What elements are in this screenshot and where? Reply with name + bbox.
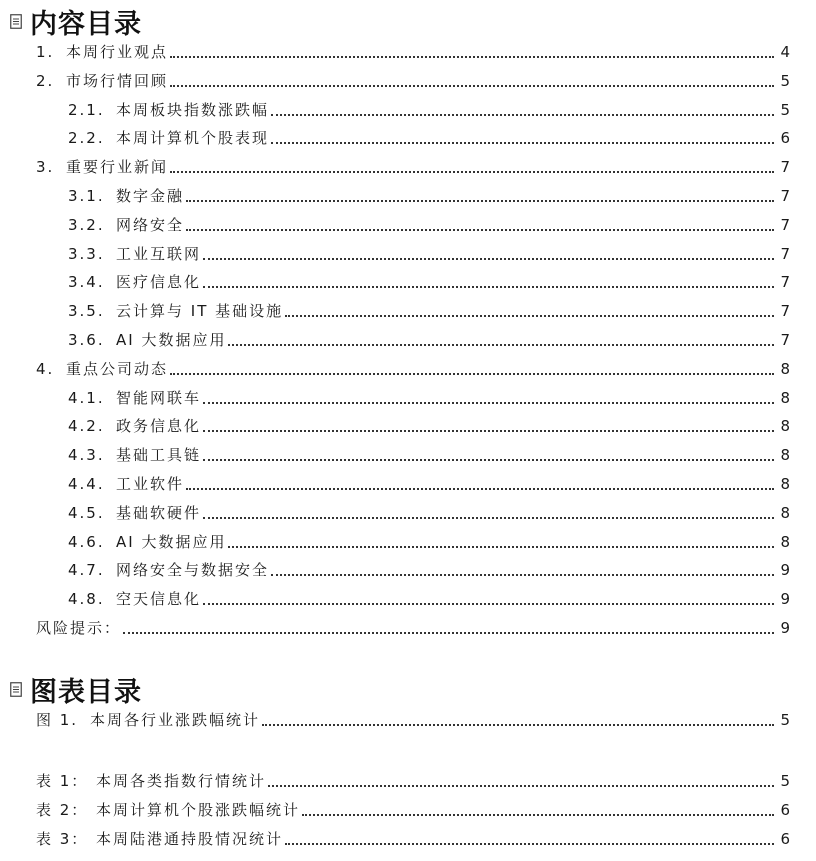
entry-number: 3.6. <box>68 331 105 349</box>
dot-leader <box>203 603 774 605</box>
entry-number: 4. <box>36 359 55 378</box>
entry-title: 本周各行业涨跌幅统计 <box>90 711 261 729</box>
dot-leader <box>186 229 774 231</box>
entry-title: 市场行情回顾 <box>66 71 169 90</box>
entry-page-number: 8 <box>780 532 790 551</box>
toc-entry[interactable] <box>0 708 790 732</box>
entry-page-number: 8 <box>780 388 790 407</box>
toc-entry[interactable] <box>0 386 790 410</box>
entry-number: 表 3： <box>36 829 89 848</box>
entry-title: 工业软件 <box>116 475 185 493</box>
entry-title: AI 大数据应用 <box>116 532 227 551</box>
toc-entry[interactable] <box>0 126 790 150</box>
toc-entry[interactable] <box>0 357 790 381</box>
entry-number: 3.4. <box>68 273 105 292</box>
entry-title: 重点公司动态 <box>66 359 169 378</box>
entry-page-number: 9 <box>780 561 790 580</box>
entry-title: 基础软硬件 <box>116 503 202 522</box>
dot-leader <box>123 632 774 634</box>
toc-entry[interactable] <box>0 558 790 582</box>
entry-number: 2.2. <box>68 129 105 148</box>
entry-number: 3. <box>36 158 55 177</box>
entry-title: 本周计算机个股涨跌幅统计 <box>96 800 301 819</box>
dot-leader <box>203 258 774 260</box>
entry-number: 3.5. <box>68 302 105 321</box>
entry-page-number: 4 <box>780 43 790 61</box>
toc-entry[interactable] <box>0 587 790 611</box>
entry-title: 云计算与 IT 基础设施 <box>116 302 284 321</box>
entry-page-number: 8 <box>780 446 790 465</box>
entry-page-number: 7 <box>780 273 790 292</box>
entry-title: 风险提示： <box>36 619 122 637</box>
toc-entry[interactable] <box>0 155 790 179</box>
document-outline-icon <box>10 14 22 29</box>
entry-title: 智能网联车 <box>116 388 202 407</box>
entry-number: 4.8. <box>68 590 105 609</box>
entry-title: 数字金融 <box>116 187 185 205</box>
dot-leader <box>170 85 774 87</box>
entry-page-number: 6 <box>780 129 790 148</box>
dot-leader <box>302 814 774 816</box>
toc-entry[interactable] <box>0 328 790 352</box>
entry-title: 本周板块指数涨跌幅 <box>116 100 270 119</box>
toc-entry[interactable] <box>0 827 790 851</box>
entry-number: 表 1： <box>36 772 89 790</box>
entry-page-number: 9 <box>780 590 790 609</box>
entry-title: 医疗信息化 <box>116 273 202 292</box>
entry-page-number: 8 <box>780 417 790 436</box>
entry-page-number: 7 <box>780 244 790 263</box>
entry-number: 4.5. <box>68 503 105 522</box>
entry-page-number: 7 <box>780 215 790 234</box>
toc-entry[interactable] <box>0 184 790 208</box>
entry-number: 4.3. <box>68 446 105 465</box>
dot-leader <box>228 344 774 346</box>
entry-number: 图 1. <box>36 711 79 729</box>
dot-leader <box>285 843 774 845</box>
entry-page-number: 9 <box>780 619 790 637</box>
toc-entry[interactable] <box>0 530 790 554</box>
entry-page-number: 7 <box>780 302 790 321</box>
entry-page-number: 8 <box>780 503 790 522</box>
dot-leader <box>203 402 774 404</box>
toc-entry[interactable] <box>0 414 790 438</box>
dot-leader <box>271 574 774 576</box>
entry-number: 2. <box>36 71 55 90</box>
entry-page-number: 5 <box>780 772 790 790</box>
dot-leader <box>271 114 774 116</box>
entry-page-number: 5 <box>780 71 790 90</box>
dot-leader <box>203 459 774 461</box>
dot-leader <box>170 171 774 173</box>
entry-title: 基础工具链 <box>116 446 202 465</box>
entry-page-number: 7 <box>780 158 790 177</box>
toc-entry[interactable] <box>0 270 790 294</box>
toc-entry[interactable] <box>0 98 790 122</box>
toc-entry[interactable] <box>0 40 790 64</box>
entry-title: 本周陆港通持股情况统计 <box>96 829 284 848</box>
entry-number: 3.3. <box>68 244 105 263</box>
entry-page-number: 6 <box>780 800 790 819</box>
entry-title: 工业互联网 <box>116 244 202 263</box>
entry-number: 4.4. <box>68 475 105 493</box>
toc-entry[interactable] <box>0 213 790 237</box>
contents-heading <box>10 2 142 41</box>
entry-title: 本周计算机个股表现 <box>116 129 270 148</box>
entry-number: 4.2. <box>68 417 105 436</box>
dot-leader <box>203 286 774 288</box>
entry-title: 重要行业新闻 <box>66 158 169 177</box>
entry-page-number: 5 <box>780 711 790 729</box>
entry-title: 网络安全 <box>116 215 185 234</box>
dot-leader <box>268 785 774 787</box>
entry-page-number: 7 <box>780 331 790 349</box>
entry-title: 政务信息化 <box>116 417 202 436</box>
entry-page-number: 7 <box>780 187 790 205</box>
toc-entry[interactable] <box>0 443 790 467</box>
entry-number: 1. <box>36 43 55 61</box>
entry-title: 本周行业观点 <box>66 43 169 61</box>
dot-leader <box>203 430 774 432</box>
toc-entry[interactable] <box>0 501 790 525</box>
dot-leader <box>228 546 774 548</box>
dot-leader <box>203 517 774 519</box>
figures-heading <box>10 670 142 709</box>
entry-page-number: 5 <box>780 100 790 119</box>
toc-entry[interactable] <box>0 798 790 822</box>
document-outline-icon <box>10 682 22 697</box>
entry-number: 3.2. <box>68 215 105 234</box>
dot-leader <box>170 373 774 375</box>
toc-entry[interactable] <box>0 242 790 266</box>
toc-entry[interactable] <box>0 769 790 793</box>
dot-leader <box>262 724 774 726</box>
dot-leader <box>186 200 774 202</box>
contents-heading-text: 内容目录 <box>30 9 142 40</box>
entry-number: 表 2： <box>36 800 89 819</box>
entry-page-number: 8 <box>780 359 790 378</box>
entry-number: 2.1. <box>68 100 105 119</box>
dot-leader <box>271 142 774 144</box>
entry-title: AI 大数据应用 <box>116 331 227 349</box>
entry-page-number: 8 <box>780 475 790 493</box>
toc-entry[interactable] <box>0 616 790 640</box>
figures-heading-text: 图表目录 <box>30 677 142 708</box>
entry-number: 4.1. <box>68 388 105 407</box>
toc-entry[interactable] <box>0 299 790 323</box>
entry-title: 空天信息化 <box>116 590 202 609</box>
entry-number: 4.6. <box>68 532 105 551</box>
entry-number: 3.1. <box>68 187 105 205</box>
dot-leader <box>285 315 774 317</box>
entry-title: 网络安全与数据安全 <box>116 561 270 580</box>
toc-entry[interactable] <box>0 472 790 496</box>
dot-leader <box>170 56 774 58</box>
toc-entry[interactable] <box>0 69 790 93</box>
entry-number: 4.7. <box>68 561 105 580</box>
entry-title: 本周各类指数行情统计 <box>96 772 267 790</box>
dot-leader <box>186 488 774 490</box>
entry-page-number: 6 <box>780 829 790 848</box>
